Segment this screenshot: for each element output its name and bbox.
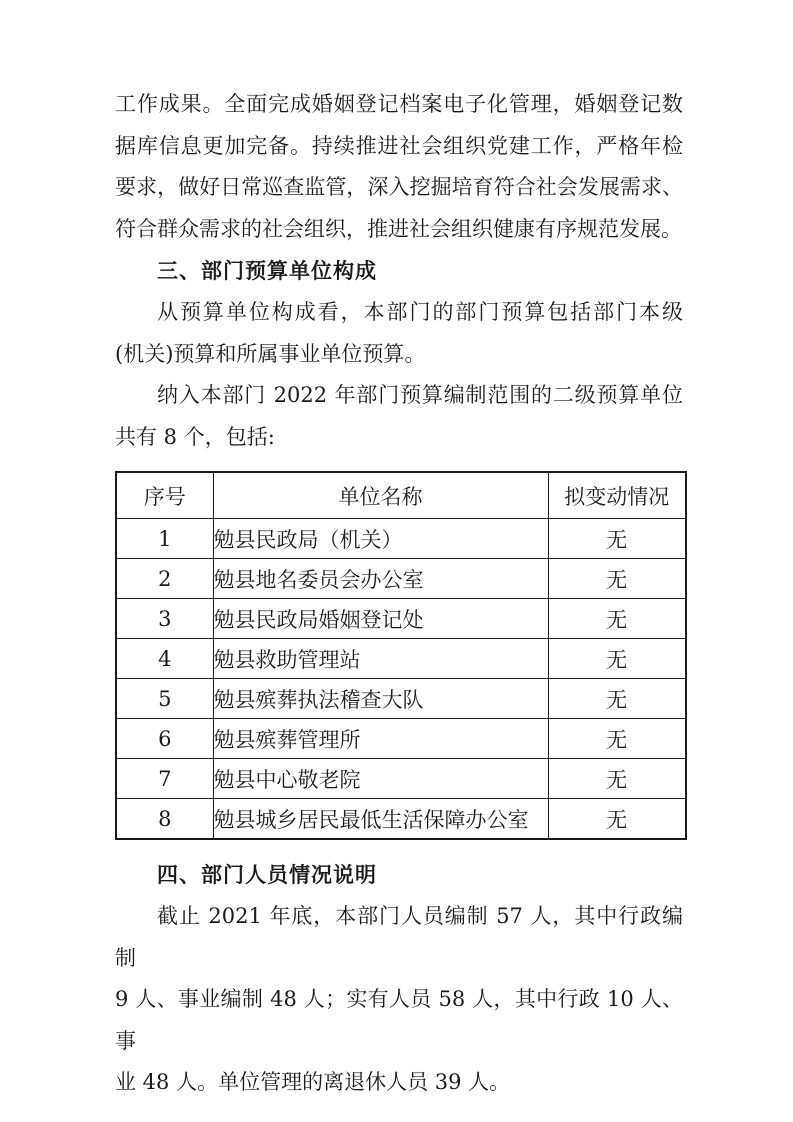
cell-index: 1 <box>116 519 213 559</box>
cell-change: 无 <box>548 719 686 759</box>
budget-units-paragraph-2 <box>115 375 683 458</box>
cell-change: 无 <box>548 679 686 719</box>
cell-change: 无 <box>548 599 686 639</box>
text-line: (机关)预算和所属事业单位预算。 <box>115 341 426 366</box>
cell-unit-name: 勉县地名委员会办公室 <box>213 559 548 599</box>
header-cell-index: 序号 <box>116 472 213 519</box>
table-row <box>116 719 686 759</box>
budget-units-paragraph-1 <box>115 292 683 375</box>
table-row <box>116 639 686 679</box>
table-row <box>116 759 686 799</box>
text-line: 从预算单位构成看，本部门的部门预算包括部门本级 <box>157 300 683 324</box>
cell-unit-name: 勉县城乡居民最低生活保障办公室 <box>213 799 548 840</box>
table-row <box>116 599 686 639</box>
section-heading-budget-units: 三、部门预算单位构成 <box>157 259 377 283</box>
cell-index: 8 <box>116 799 213 840</box>
cell-unit-name: 勉县中心敬老院 <box>213 759 548 799</box>
text-line: 符合群众需求的社会组织，推进社会组织健康有序规范发展。 <box>115 216 682 241</box>
header-cell-name: 单位名称 <box>213 472 548 519</box>
cell-index: 4 <box>116 639 213 679</box>
intro-paragraph <box>115 84 683 250</box>
text-line: 据库信息更加完备。持续推进社会组织党建工作，严格年检 <box>115 133 683 158</box>
cell-unit-name: 勉县救助管理站 <box>213 639 548 679</box>
table-row <box>116 559 686 599</box>
table-row <box>116 519 686 559</box>
cell-change: 无 <box>548 559 686 599</box>
cell-change: 无 <box>548 519 686 559</box>
cell-change: 无 <box>548 799 686 840</box>
table-row <box>116 799 686 840</box>
page-content <box>115 84 683 1104</box>
cell-unit-name: 勉县殡葬管理所 <box>213 719 548 759</box>
cell-unit-name: 勉县民政局（机关） <box>213 519 548 559</box>
header-cell-change: 拟变动情况 <box>548 472 686 519</box>
text-line: 9 人、事业编制 48 人；实有人员 58 人，其中行政 10 人、事 <box>115 987 683 1053</box>
text-line: 业 48 人。单位管理的离退休人员 39 人。 <box>115 1070 511 1094</box>
table-row <box>116 679 686 719</box>
cell-unit-name: 勉县民政局婚姻登记处 <box>213 599 548 639</box>
cell-index: 2 <box>116 559 213 599</box>
text-line: 工作成果。全面完成婚姻登记档案电子化管理，婚姻登记数 <box>115 92 683 116</box>
table-header-row <box>116 472 686 519</box>
units-table <box>115 471 687 840</box>
cell-change: 无 <box>548 639 686 679</box>
cell-index: 3 <box>116 599 213 639</box>
text-line: 要求，做好日常巡查监管，深入挖掘培育符合社会发展需求、 <box>115 175 683 199</box>
text-line: 纳入本部门 2022 年部门预算编制范围的二级预算单位 <box>157 383 683 407</box>
cell-unit-name: 勉县殡葬执法稽查大队 <box>213 679 548 719</box>
section-heading-personnel: 四、部门人员情况说明 <box>157 863 377 887</box>
text-line: 截止 2021 年底，本部门人员编制 57 人，其中行政编制 <box>115 904 683 970</box>
cell-index: 6 <box>116 719 213 759</box>
cell-change: 无 <box>548 759 686 799</box>
cell-index: 5 <box>116 679 213 719</box>
text-line: 共有 8 个，包括: <box>115 424 275 449</box>
cell-index: 7 <box>116 759 213 799</box>
personnel-paragraph <box>115 896 683 1104</box>
